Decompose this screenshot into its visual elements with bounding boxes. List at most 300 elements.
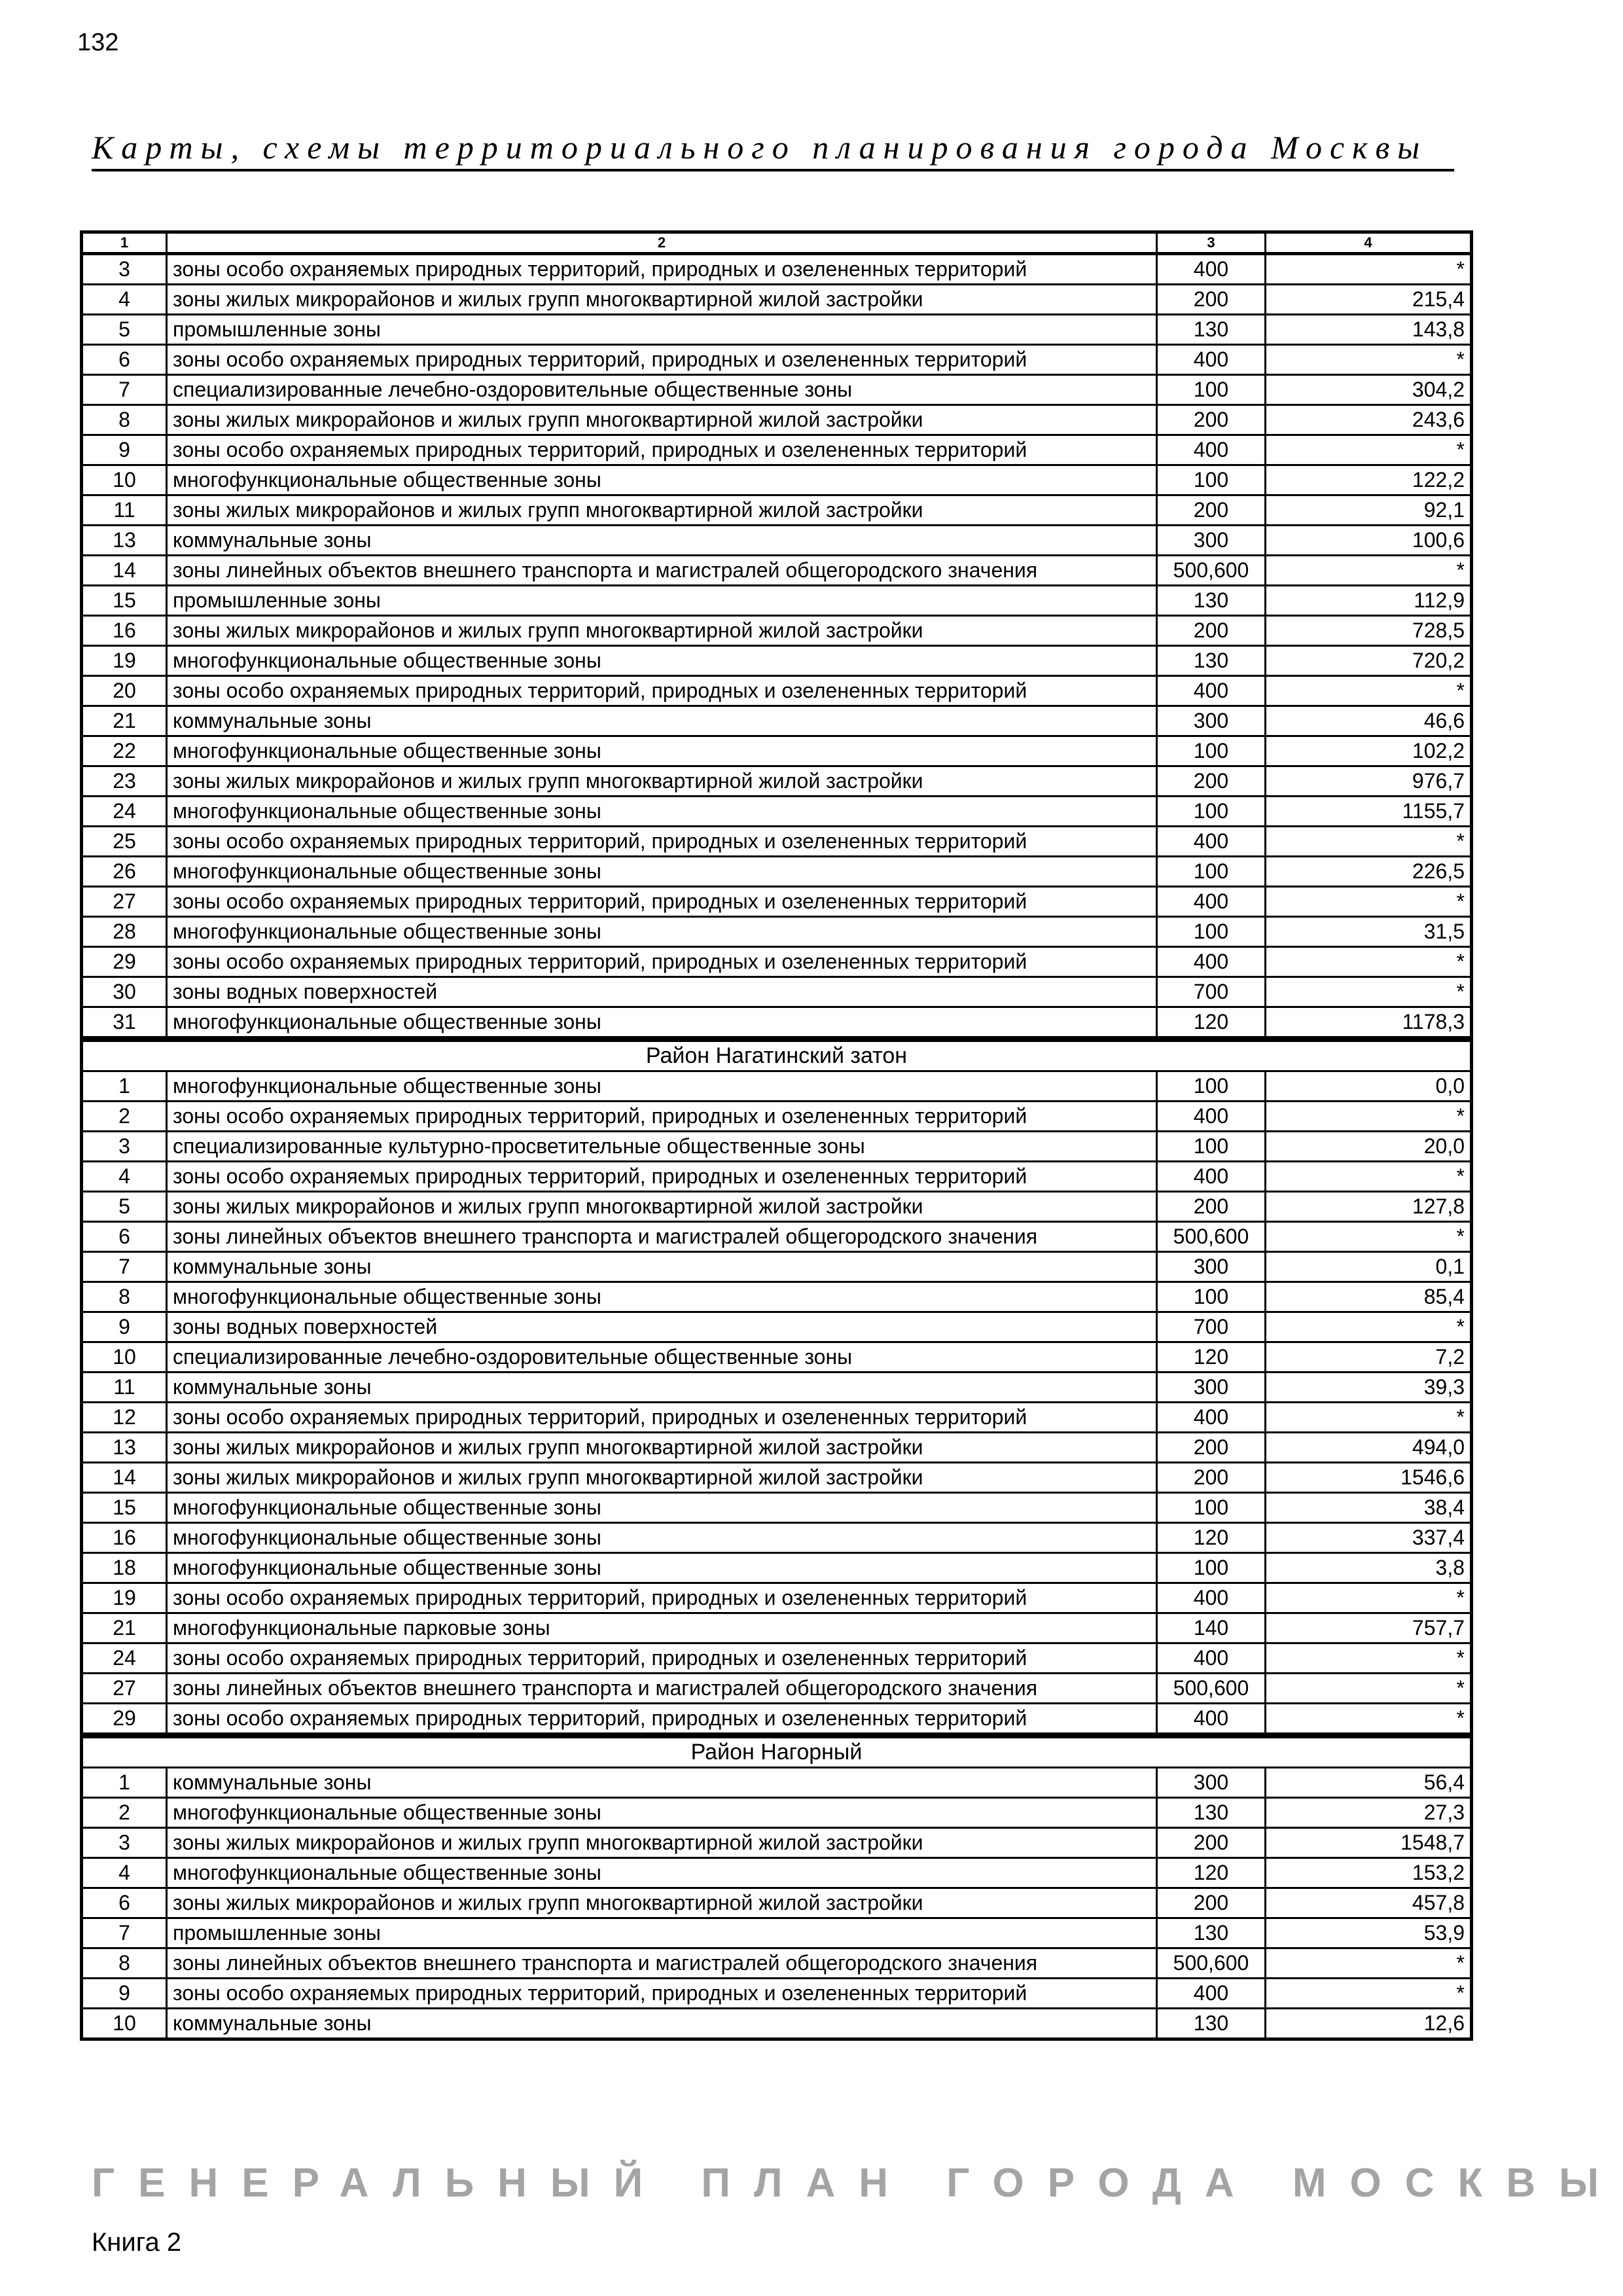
row-number-cell: 3 xyxy=(82,1132,167,1162)
zone-code-cell: 300 xyxy=(1157,1252,1266,1282)
table-row xyxy=(82,797,1472,827)
zone-type-cell: зоны особо охраняемых природных территорий, природных и озелененных территорий xyxy=(167,676,1157,706)
area-value-cell: 85,4 xyxy=(1266,1282,1472,1312)
table-row xyxy=(82,1372,1472,1403)
row-number-cell: 10 xyxy=(82,2009,167,2039)
area-value-cell: * xyxy=(1266,947,1472,977)
table-row xyxy=(82,285,1472,315)
table-row xyxy=(82,315,1472,345)
table-row xyxy=(82,1858,1472,1888)
row-number-cell: 23 xyxy=(82,766,167,797)
row-number-cell: 11 xyxy=(82,1372,167,1403)
area-value-cell: * xyxy=(1266,827,1472,857)
row-number-cell: 18 xyxy=(82,1553,167,1583)
table-row xyxy=(82,495,1472,526)
row-number-cell: 2 xyxy=(82,1102,167,1132)
zone-type-cell: зоны особо охраняемых природных территорий, природных и озелененных территорий xyxy=(167,1979,1157,2009)
row-number-cell: 15 xyxy=(82,586,167,616)
zone-code-cell: 400 xyxy=(1157,827,1266,857)
table-row xyxy=(82,616,1472,646)
table-row xyxy=(82,1643,1472,1674)
table-row xyxy=(82,887,1472,917)
table-row xyxy=(82,405,1472,435)
zone-type-cell: зоны особо охраняемых природных территорий, природных и озелененных территорий xyxy=(167,1162,1157,1192)
zone-code-cell: 300 xyxy=(1157,1768,1266,1798)
zone-code-cell: 200 xyxy=(1157,1828,1266,1858)
table-row xyxy=(82,1553,1472,1583)
zone-type-cell: многофункциональные общественные зоны xyxy=(167,736,1157,766)
column-header: 1 xyxy=(82,232,167,254)
row-number-cell: 21 xyxy=(82,706,167,736)
table-row xyxy=(82,556,1472,586)
area-value-cell: 304,2 xyxy=(1266,375,1472,405)
row-number-cell: 4 xyxy=(82,285,167,315)
table-row xyxy=(82,1918,1472,1948)
zone-code-cell: 130 xyxy=(1157,1918,1266,1948)
area-value-cell: 976,7 xyxy=(1266,766,1472,797)
zone-type-cell: зоны жилых микрорайонов и жилых групп многоквартирной жилой застройки xyxy=(167,1192,1157,1222)
zone-code-cell: 130 xyxy=(1157,315,1266,345)
zone-type-cell: специализированные культурно-просветительные общественные зоны xyxy=(167,1132,1157,1162)
area-value-cell: * xyxy=(1266,556,1472,586)
zone-type-cell: зоны жилых микрорайонов и жилых групп многоквартирной жилой застройки xyxy=(167,1888,1157,1918)
table-row xyxy=(82,1007,1472,1039)
zone-code-cell: 200 xyxy=(1157,1888,1266,1918)
row-number-cell: 13 xyxy=(82,1433,167,1463)
zone-type-cell: коммунальные зоны xyxy=(167,526,1157,556)
zone-code-cell: 100 xyxy=(1157,797,1266,827)
zone-code-cell: 100 xyxy=(1157,1282,1266,1312)
area-value-cell: * xyxy=(1266,1162,1472,1192)
zone-type-cell: зоны особо охраняемых природных территорий, природных и озелененных территорий xyxy=(167,1102,1157,1132)
zone-code-cell: 100 xyxy=(1157,1071,1266,1102)
zone-type-cell: многофункциональные общественные зоны xyxy=(167,1553,1157,1583)
area-value-cell: 38,4 xyxy=(1266,1493,1472,1523)
zone-code-cell: 100 xyxy=(1157,375,1266,405)
zone-type-cell: многофункциональные парковые зоны xyxy=(167,1613,1157,1643)
header-row xyxy=(82,232,1472,254)
zone-code-cell: 120 xyxy=(1157,1342,1266,1372)
area-value-cell: 3,8 xyxy=(1266,1553,1472,1583)
table-row xyxy=(82,917,1472,947)
row-number-cell: 2 xyxy=(82,1798,167,1828)
zone-type-cell: зоны жилых микрорайонов и жилых групп многоквартирной жилой застройки xyxy=(167,1463,1157,1493)
zone-type-cell: многофункциональные общественные зоны xyxy=(167,1071,1157,1102)
area-value-cell: 728,5 xyxy=(1266,616,1472,646)
zone-type-cell: зоны особо охраняемых природных территорий, природных и озелененных территорий xyxy=(167,947,1157,977)
zone-type-cell: коммунальные зоны xyxy=(167,1768,1157,1798)
footer-title: ГЕНЕРАЛЬНЫЙ ПЛАН ГОРОДА МОСКВЫ xyxy=(92,2161,1622,2206)
row-number-cell: 29 xyxy=(82,1704,167,1736)
table-row xyxy=(82,1463,1472,1493)
row-number-cell: 12 xyxy=(82,1403,167,1433)
zone-code-cell: 400 xyxy=(1157,676,1266,706)
zone-code-cell: 200 xyxy=(1157,616,1266,646)
table-row xyxy=(82,435,1472,465)
zone-code-cell: 400 xyxy=(1157,1403,1266,1433)
zone-type-cell: специализированные лечебно-оздоровительные общественные зоны xyxy=(167,1342,1157,1372)
row-number-cell: 3 xyxy=(82,254,167,285)
zone-type-cell: многофункциональные общественные зоны xyxy=(167,1282,1157,1312)
table-row xyxy=(82,1403,1472,1433)
zone-code-cell: 400 xyxy=(1157,435,1266,465)
table-row xyxy=(82,526,1472,556)
zone-code-cell: 400 xyxy=(1157,947,1266,977)
table-row xyxy=(82,1132,1472,1162)
zone-code-cell: 700 xyxy=(1157,977,1266,1007)
area-value-cell: * xyxy=(1266,254,1472,285)
area-value-cell: * xyxy=(1266,1583,1472,1613)
row-number-cell: 24 xyxy=(82,797,167,827)
area-value-cell: 143,8 xyxy=(1266,315,1472,345)
zone-code-cell: 200 xyxy=(1157,1192,1266,1222)
table-row xyxy=(82,1282,1472,1312)
zone-code-cell: 400 xyxy=(1157,887,1266,917)
zone-type-cell: промышленные зоны xyxy=(167,586,1157,616)
zone-type-cell: многофункциональные общественные зоны xyxy=(167,1007,1157,1039)
zone-type-cell: промышленные зоны xyxy=(167,1918,1157,1948)
row-number-cell: 6 xyxy=(82,1222,167,1252)
zone-code-cell: 400 xyxy=(1157,254,1266,285)
area-value-cell: 92,1 xyxy=(1266,495,1472,526)
zone-type-cell: зоны линейных объектов внешнего транспорта и магистралей общегородского значения xyxy=(167,1674,1157,1704)
column-header: 2 xyxy=(167,232,1157,254)
area-value-cell: 20,0 xyxy=(1266,1132,1472,1162)
zone-type-cell: зоны жилых микрорайонов и жилых групп многоквартирной жилой застройки xyxy=(167,405,1157,435)
area-value-cell: * xyxy=(1266,1979,1472,2009)
row-number-cell: 24 xyxy=(82,1643,167,1674)
row-number-cell: 21 xyxy=(82,1613,167,1643)
zone-type-cell: зоны жилых микрорайонов и жилых групп многоквартирной жилой застройки xyxy=(167,1433,1157,1463)
district-heading-row xyxy=(82,1039,1472,1071)
zone-code-cell: 300 xyxy=(1157,526,1266,556)
area-value-cell: * xyxy=(1266,1312,1472,1342)
zone-code-cell: 200 xyxy=(1157,766,1266,797)
zone-code-cell: 400 xyxy=(1157,1162,1266,1192)
area-value-cell: 1178,3 xyxy=(1266,1007,1472,1039)
zone-type-cell: зоны жилых микрорайонов и жилых групп многоквартирной жилой застройки xyxy=(167,1828,1157,1858)
zone-code-cell: 140 xyxy=(1157,1613,1266,1643)
area-value-cell: 337,4 xyxy=(1266,1523,1472,1553)
zone-type-cell: многофункциональные общественные зоны xyxy=(167,1798,1157,1828)
zone-type-cell: зоны особо охраняемых природных территорий, природных и озелененных территорий xyxy=(167,1643,1157,1674)
table-row xyxy=(82,1948,1472,1979)
running-title: Карты, схемы территориального планирования города Москвы xyxy=(92,129,1428,166)
zone-type-cell: зоны водных поверхностей xyxy=(167,977,1157,1007)
row-number-cell: 31 xyxy=(82,1007,167,1039)
table-row xyxy=(82,706,1472,736)
zone-type-cell: многофункциональные общественные зоны xyxy=(167,646,1157,676)
row-number-cell: 6 xyxy=(82,1888,167,1918)
zone-code-cell: 400 xyxy=(1157,1643,1266,1674)
table-row xyxy=(82,1102,1472,1132)
area-value-cell: 226,5 xyxy=(1266,857,1472,887)
zone-type-cell: зоны водных поверхностей xyxy=(167,1312,1157,1342)
zone-type-cell: многофункциональные общественные зоны xyxy=(167,917,1157,947)
area-value-cell: 215,4 xyxy=(1266,285,1472,315)
row-number-cell: 30 xyxy=(82,977,167,1007)
row-number-cell: 25 xyxy=(82,827,167,857)
district-heading: Район Нагатинский затон xyxy=(82,1039,1472,1071)
table-row xyxy=(82,254,1472,285)
row-number-cell: 22 xyxy=(82,736,167,766)
table-row xyxy=(82,1828,1472,1858)
table-row xyxy=(82,827,1472,857)
area-value-cell: * xyxy=(1266,1643,1472,1674)
table-row xyxy=(82,646,1472,676)
row-number-cell: 14 xyxy=(82,556,167,586)
zone-code-cell: 200 xyxy=(1157,495,1266,526)
table-row xyxy=(82,1252,1472,1282)
zone-type-cell: зоны линейных объектов внешнего транспорта и магистралей общегородского значения xyxy=(167,556,1157,586)
table-row xyxy=(82,2009,1472,2039)
row-number-cell: 15 xyxy=(82,1493,167,1523)
table-row xyxy=(82,1342,1472,1372)
zone-code-cell: 120 xyxy=(1157,1007,1266,1039)
column-header: 4 xyxy=(1266,232,1472,254)
row-number-cell: 10 xyxy=(82,465,167,495)
zone-code-cell: 100 xyxy=(1157,917,1266,947)
table-row xyxy=(82,1071,1472,1102)
zone-code-cell: 400 xyxy=(1157,1979,1266,2009)
table-row xyxy=(82,947,1472,977)
table-row xyxy=(82,1433,1472,1463)
zone-code-cell: 100 xyxy=(1157,736,1266,766)
row-number-cell: 4 xyxy=(82,1858,167,1888)
zone-type-cell: коммунальные зоны xyxy=(167,1372,1157,1403)
zone-type-cell: многофункциональные общественные зоны xyxy=(167,1523,1157,1553)
area-value-cell: 757,7 xyxy=(1266,1613,1472,1643)
row-number-cell: 6 xyxy=(82,345,167,375)
table-row xyxy=(82,1979,1472,2009)
zones-table xyxy=(80,230,1473,2041)
table-row xyxy=(82,345,1472,375)
zone-type-cell: многофункциональные общественные зоны xyxy=(167,857,1157,887)
row-number-cell: 27 xyxy=(82,1674,167,1704)
area-value-cell: * xyxy=(1266,977,1472,1007)
zone-type-cell: зоны жилых микрорайонов и жилых групп многоквартирной жилой застройки xyxy=(167,616,1157,646)
zone-code-cell: 400 xyxy=(1157,1102,1266,1132)
row-number-cell: 8 xyxy=(82,405,167,435)
area-value-cell: 720,2 xyxy=(1266,646,1472,676)
zone-code-cell: 100 xyxy=(1157,1132,1266,1162)
area-value-cell: 122,2 xyxy=(1266,465,1472,495)
zone-code-cell: 200 xyxy=(1157,1463,1266,1493)
zone-code-cell: 200 xyxy=(1157,405,1266,435)
row-number-cell: 7 xyxy=(82,1918,167,1948)
table-row xyxy=(82,1162,1472,1192)
table-row xyxy=(82,1888,1472,1918)
zone-code-cell: 100 xyxy=(1157,1493,1266,1523)
area-value-cell: 12,6 xyxy=(1266,2009,1472,2039)
row-number-cell: 4 xyxy=(82,1162,167,1192)
table-row xyxy=(82,586,1472,616)
area-value-cell: 1546,6 xyxy=(1266,1463,1472,1493)
zone-type-cell: зоны жилых микрорайонов и жилых групп многоквартирной жилой застройки xyxy=(167,495,1157,526)
area-value-cell: 7,2 xyxy=(1266,1342,1472,1372)
table-row xyxy=(82,1493,1472,1523)
area-value-cell: 153,2 xyxy=(1266,1858,1472,1888)
area-value-cell: * xyxy=(1266,1948,1472,1979)
area-value-cell: * xyxy=(1266,1403,1472,1433)
table-row xyxy=(82,1768,1472,1798)
zone-code-cell: 700 xyxy=(1157,1312,1266,1342)
area-value-cell: 494,0 xyxy=(1266,1433,1472,1463)
zone-type-cell: зоны особо охраняемых природных территорий, природных и озелененных территорий xyxy=(167,827,1157,857)
area-value-cell: 0,0 xyxy=(1266,1071,1472,1102)
zone-type-cell: коммунальные зоны xyxy=(167,1252,1157,1282)
zone-type-cell: зоны особо охраняемых природных территорий, природных и озелененных территорий xyxy=(167,1403,1157,1433)
row-number-cell: 8 xyxy=(82,1948,167,1979)
row-number-cell: 5 xyxy=(82,1192,167,1222)
zone-type-cell: зоны особо охраняемых природных территорий, природных и озелененных территорий xyxy=(167,435,1157,465)
table-row xyxy=(82,1222,1472,1252)
area-value-cell: * xyxy=(1266,1704,1472,1736)
zone-type-cell: зоны особо охраняемых природных территорий, природных и озелененных территорий xyxy=(167,254,1157,285)
table-row xyxy=(82,1583,1472,1613)
table-row xyxy=(82,375,1472,405)
row-number-cell: 10 xyxy=(82,1342,167,1372)
row-number-cell: 26 xyxy=(82,857,167,887)
zone-type-cell: коммунальные зоны xyxy=(167,706,1157,736)
row-number-cell: 9 xyxy=(82,435,167,465)
area-value-cell: * xyxy=(1266,435,1472,465)
table-row xyxy=(82,1312,1472,1342)
area-value-cell: 102,2 xyxy=(1266,736,1472,766)
zone-type-cell: зоны особо охраняемых природных территорий, природных и озелененных территорий xyxy=(167,1583,1157,1613)
zone-type-cell: зоны особо охраняемых природных территорий, природных и озелененных территорий xyxy=(167,887,1157,917)
table-body xyxy=(82,254,1472,2039)
area-value-cell: * xyxy=(1266,887,1472,917)
row-number-cell: 28 xyxy=(82,917,167,947)
area-value-cell: * xyxy=(1266,1102,1472,1132)
zone-code-cell: 130 xyxy=(1157,2009,1266,2039)
zone-code-cell: 500,600 xyxy=(1157,1222,1266,1252)
row-number-cell: 8 xyxy=(82,1282,167,1312)
table-row xyxy=(82,1523,1472,1553)
zone-type-cell: коммунальные зоны xyxy=(167,2009,1157,2039)
table-row xyxy=(82,1613,1472,1643)
zone-type-cell: многофункциональные общественные зоны xyxy=(167,1493,1157,1523)
table-row xyxy=(82,1798,1472,1828)
area-value-cell: 457,8 xyxy=(1266,1888,1472,1918)
zone-type-cell: зоны линейных объектов внешнего транспорта и магистралей общегородского значения xyxy=(167,1948,1157,1979)
area-value-cell: 53,9 xyxy=(1266,1918,1472,1948)
zone-type-cell: зоны жилых микрорайонов и жилых групп многоквартирной жилой застройки xyxy=(167,766,1157,797)
title-rule xyxy=(92,169,1454,171)
zone-type-cell: зоны особо охраняемых природных территорий, природных и озелененных территорий xyxy=(167,1704,1157,1736)
area-value-cell: * xyxy=(1266,1222,1472,1252)
zone-code-cell: 120 xyxy=(1157,1523,1266,1553)
area-value-cell: 100,6 xyxy=(1266,526,1472,556)
row-number-cell: 1 xyxy=(82,1768,167,1798)
area-value-cell: 127,8 xyxy=(1266,1192,1472,1222)
row-number-cell: 5 xyxy=(82,315,167,345)
area-value-cell: 46,6 xyxy=(1266,706,1472,736)
zone-code-cell: 500,600 xyxy=(1157,1948,1266,1979)
table-row xyxy=(82,736,1472,766)
table-row xyxy=(82,465,1472,495)
table-row xyxy=(82,857,1472,887)
table-row xyxy=(82,766,1472,797)
row-number-cell: 13 xyxy=(82,526,167,556)
row-number-cell: 1 xyxy=(82,1071,167,1102)
row-number-cell: 27 xyxy=(82,887,167,917)
zone-code-cell: 130 xyxy=(1157,646,1266,676)
zone-type-cell: многофункциональные общественные зоны xyxy=(167,797,1157,827)
row-number-cell: 9 xyxy=(82,1312,167,1342)
zone-type-cell: многофункциональные общественные зоны xyxy=(167,1858,1157,1888)
column-header: 3 xyxy=(1157,232,1266,254)
zone-code-cell: 500,600 xyxy=(1157,556,1266,586)
area-value-cell: 31,5 xyxy=(1266,917,1472,947)
zone-code-cell: 200 xyxy=(1157,285,1266,315)
zone-type-cell: промышленные зоны xyxy=(167,315,1157,345)
row-number-cell: 19 xyxy=(82,646,167,676)
row-number-cell: 11 xyxy=(82,495,167,526)
zone-code-cell: 500,600 xyxy=(1157,1674,1266,1704)
zone-code-cell: 300 xyxy=(1157,1372,1266,1403)
district-heading: Район Нагорный xyxy=(82,1736,1472,1768)
row-number-cell: 7 xyxy=(82,1252,167,1282)
table-row xyxy=(82,1704,1472,1736)
area-value-cell: 27,3 xyxy=(1266,1798,1472,1828)
row-number-cell: 14 xyxy=(82,1463,167,1493)
row-number-cell: 3 xyxy=(82,1828,167,1858)
zone-type-cell: зоны жилых микрорайонов и жилых групп многоквартирной жилой застройки xyxy=(167,285,1157,315)
area-value-cell: 112,9 xyxy=(1266,586,1472,616)
zone-type-cell: специализированные лечебно-оздоровительные общественные зоны xyxy=(167,375,1157,405)
table-row xyxy=(82,1674,1472,1704)
zone-type-cell: многофункциональные общественные зоны xyxy=(167,465,1157,495)
zone-code-cell: 300 xyxy=(1157,706,1266,736)
table-row xyxy=(82,977,1472,1007)
zone-code-cell: 200 xyxy=(1157,1433,1266,1463)
zone-code-cell: 100 xyxy=(1157,465,1266,495)
row-number-cell: 16 xyxy=(82,1523,167,1553)
area-value-cell: 243,6 xyxy=(1266,405,1472,435)
row-number-cell: 29 xyxy=(82,947,167,977)
area-value-cell: 56,4 xyxy=(1266,1768,1472,1798)
zone-code-cell: 130 xyxy=(1157,586,1266,616)
table-row xyxy=(82,676,1472,706)
footer-book: Книга 2 xyxy=(92,2228,182,2257)
zone-code-cell: 130 xyxy=(1157,1798,1266,1828)
row-number-cell: 20 xyxy=(82,676,167,706)
row-number-cell: 9 xyxy=(82,1979,167,2009)
area-value-cell: * xyxy=(1266,676,1472,706)
area-value-cell: 0,1 xyxy=(1266,1252,1472,1282)
area-value-cell: 1548,7 xyxy=(1266,1828,1472,1858)
district-heading-row xyxy=(82,1736,1472,1768)
row-number-cell: 16 xyxy=(82,616,167,646)
zone-type-cell: зоны особо охраняемых природных территорий, природных и озелененных территорий xyxy=(167,345,1157,375)
table-row xyxy=(82,1192,1472,1222)
zone-code-cell: 400 xyxy=(1157,345,1266,375)
area-value-cell: 1155,7 xyxy=(1266,797,1472,827)
zone-code-cell: 100 xyxy=(1157,857,1266,887)
zone-type-cell: зоны линейных объектов внешнего транспорта и магистралей общегородского значения xyxy=(167,1222,1157,1252)
page-number: 132 xyxy=(77,29,119,56)
zone-code-cell: 100 xyxy=(1157,1553,1266,1583)
zone-code-cell: 400 xyxy=(1157,1583,1266,1613)
area-value-cell: * xyxy=(1266,1674,1472,1704)
row-number-cell: 7 xyxy=(82,375,167,405)
area-value-cell: 39,3 xyxy=(1266,1372,1472,1403)
zone-code-cell: 400 xyxy=(1157,1704,1266,1736)
zone-code-cell: 120 xyxy=(1157,1858,1266,1888)
area-value-cell: * xyxy=(1266,345,1472,375)
